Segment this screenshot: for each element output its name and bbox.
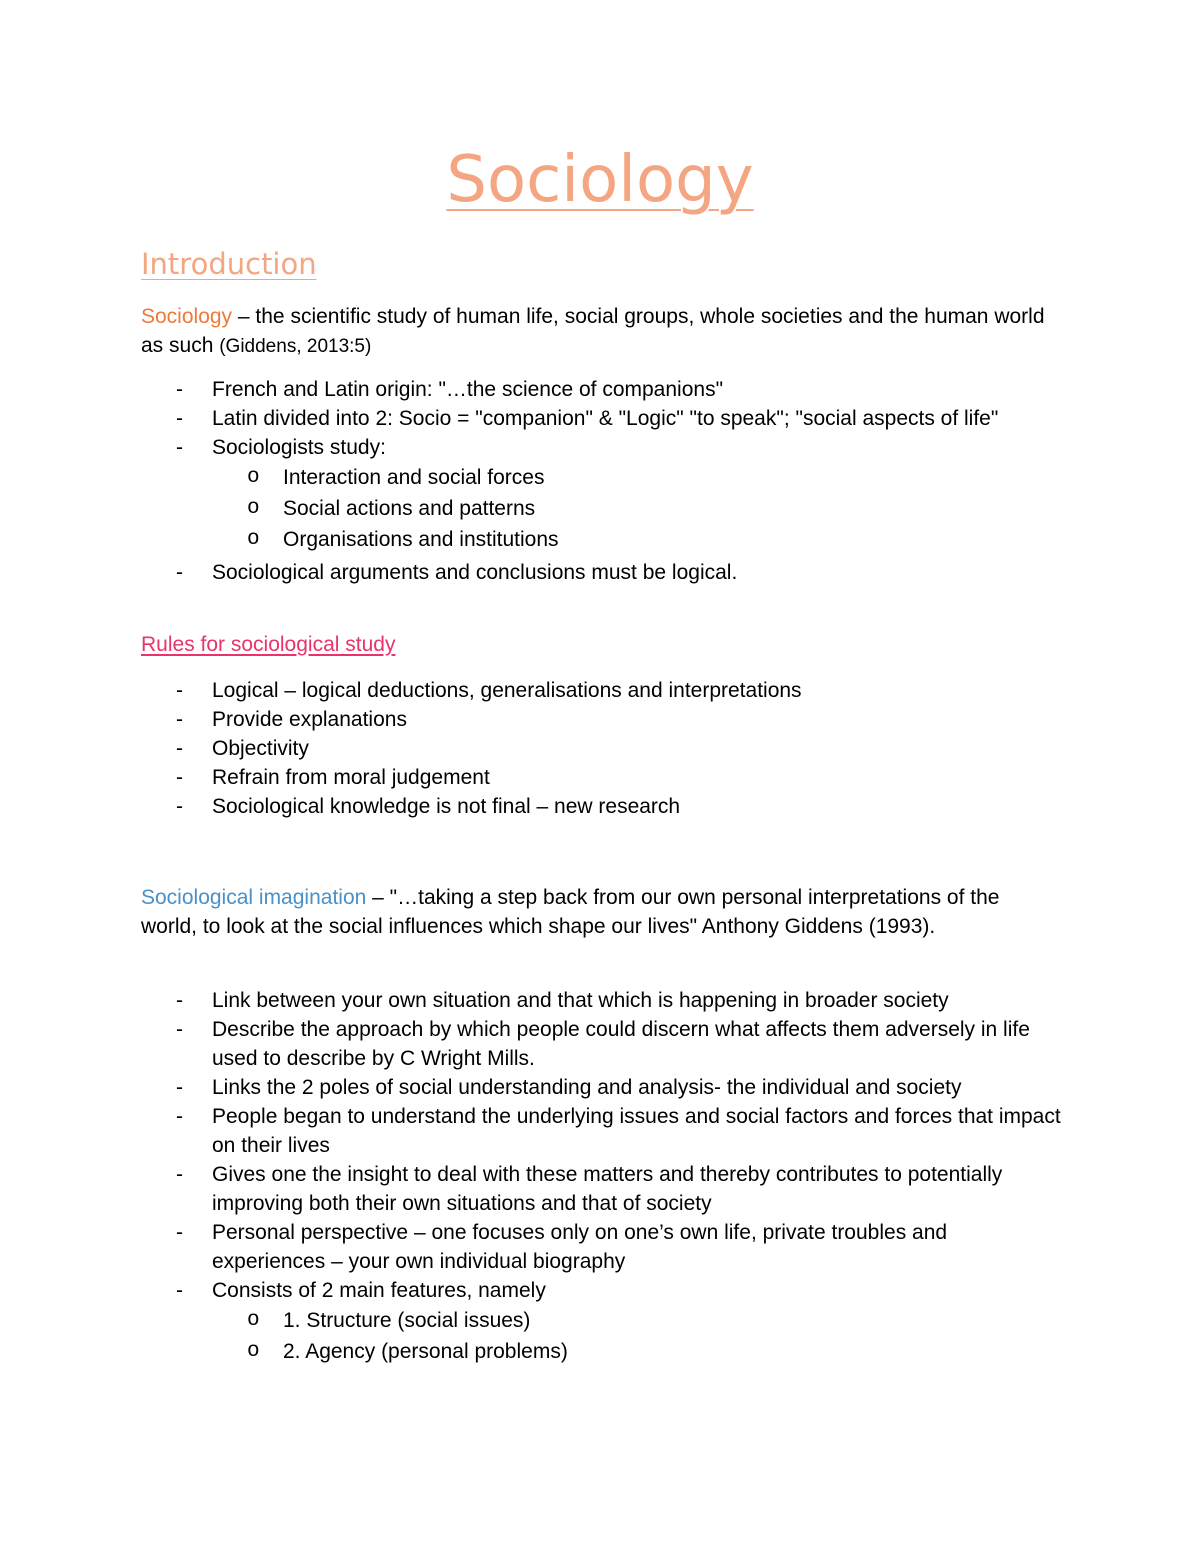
list-item: - Sociological arguments and conclusions must be logical.: [0, 558, 1062, 587]
list-item: - Links the 2 poles of social understanding and analysis- the individual and society: [0, 1073, 1062, 1102]
list-item: - Describe the approach by which people could discern what affects them adversely in life used to describe by C Wright Mills.: [0, 1015, 1062, 1073]
bullet-glyph: o: [247, 497, 260, 520]
document-title: Sociology: [446, 143, 754, 217]
bullet-glyph: o: [247, 1309, 260, 1332]
bullet-glyph: o: [247, 528, 260, 551]
imagination-text: – "…taking a step back from our own personal interpretations of the world, to look at the social influences which shape our lives" Anthony Giddens (1993).: [141, 886, 1000, 938]
imagination-paragraph: [141, 883, 1061, 941]
imagination-term: Sociological imagination: [141, 886, 367, 909]
intro-list: [0, 375, 1200, 587]
sub-list-item: o Interaction and social forces: [0, 462, 1063, 493]
definition-citation: (Giddens, 2013:5): [219, 336, 372, 357]
bullet-glyph: o: [247, 466, 260, 489]
list-item: - Latin divided into 2: Socio = "companion" & "Logic" "to speak"; "social aspects of life": [0, 404, 1062, 433]
imagination-list: [0, 986, 1200, 1367]
list-item: - Consists of 2 main features, namely: [0, 1276, 1062, 1305]
sub-list-item: o Social actions and patterns: [0, 493, 1063, 524]
heading-rules: Rules for sociological study: [141, 633, 396, 656]
definition-term: Sociology: [141, 305, 233, 328]
list-item: - People began to understand the underlying issues and social factors and forces that impact on their lives: [0, 1102, 1062, 1160]
list-item: - Objectivity: [0, 734, 1062, 763]
sub-list-item: o 2. Agency (personal problems): [0, 1336, 1063, 1367]
list-item: - Link between your own situation and that which is happening in broader society: [0, 986, 1062, 1015]
list-item: - Personal perspective – one focuses only on one’s own life, private troubles and experiences – your own individual biography: [0, 1218, 1062, 1276]
list-item: - French and Latin origin: "…the science of companions": [0, 375, 1062, 404]
list-item: - Sociologists study:: [0, 433, 1062, 462]
bullet-glyph: o: [247, 1340, 260, 1363]
heading-introduction: Introduction: [141, 247, 317, 281]
rules-list: [0, 676, 1200, 821]
list-item: - Provide explanations: [0, 705, 1062, 734]
list-item: - Logical – logical deductions, generalisations and interpretations: [0, 676, 1062, 705]
list-item: - Refrain from moral judgement: [0, 763, 1062, 792]
sub-list-item: o 1. Structure (social issues): [0, 1305, 1063, 1336]
list-item: - Sociological knowledge is not final – new research: [0, 792, 1062, 821]
definition-paragraph: [141, 302, 1061, 361]
sub-list-item: o Organisations and institutions: [0, 524, 1063, 555]
list-item: - Gives one the insight to deal with these matters and thereby contributes to potentially improving both their own situations and that of society: [0, 1160, 1062, 1218]
definition-text: – the scientific study of human life, social groups, whole societies and the human world as such: [141, 305, 1045, 357]
